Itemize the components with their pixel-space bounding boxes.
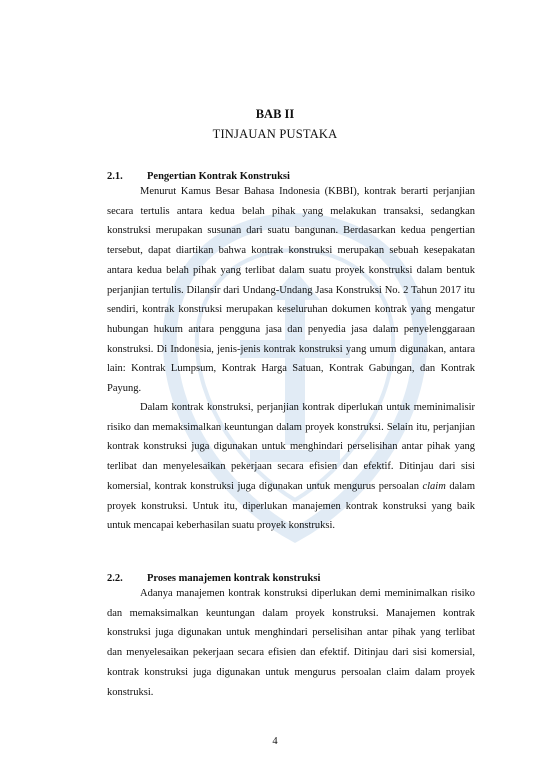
- page-number: 4: [272, 736, 278, 747]
- paragraph: Adanya manajemen kontrak konstruksi diperlukan demi meminimalkan risiko dan memaksimalkan keuntungan dalam proyek konstruksi. Manajemen kontrak konstruksi juga digunakan untuk menghindari perselisihan antar pihak yang terlibat dan menyelesaikan pekerjaan secara efisien dan efektif. Ditinjau dari sisi komersial, kontrak konstruksi juga digunakan untuk mengurus persoalan claim dalam proyek konstruksi.: [107, 588, 475, 698]
- section-title: Pengertian Kontrak Konstruksi: [147, 171, 290, 182]
- section-heading: [107, 573, 320, 584]
- section-heading: [107, 171, 290, 182]
- paragraph: [107, 398, 475, 536]
- section-number: 2.2.: [107, 573, 123, 584]
- section-title: Proses manajemen kontrak konstruksi: [147, 573, 321, 584]
- section-number: 2.1.: [107, 171, 123, 182]
- paragraph-text: dalam proyek konstruksi. Untuk itu, diperlukan manajemen kontrak konstruksi yang baik untuk mencapai keberhasilan suatu proyek konstruksi.: [107, 480, 475, 532]
- paragraph: Menurut Kamus Besar Bahasa Indonesia (KBBI), kontrak berarti perjanjian secara tertulis antara kedua belah pihak yang melakukan transaksi, sedangkan konstruksi merupakan susunan dari suatu bangunan. Berdasarkan kedua pengertian tersebut, dapat diartikan bahwa kontrak konstruksi merupakan sebuah kesepakatan antara kedua belah pihak yang terlibat dalam suatu proyek konstruksi dalam bentuk perjanjian tertulis. Dilansir dari Undang-Undang Jasa Konstruksi No. 2 Tahun 2017 itu sendiri, kontrak konstruksi merupakan keseluruhan dokumen kontrak yang mengatur hubungan hukum antara pengguna jasa dan penyedia jasa dalam penyelenggaraan konstruksi. Di Indonesia, jenis-jenis kontrak konstruksi yang umum digunakan, antara lain: Kontrak Lumpsum, Kontrak Harga Satuan, Kontrak Gabungan, dan Kontrak Payung.: [107, 186, 475, 395]
- paragraph-text: Dalam kontrak konstruksi, perjanjian kontrak diperlukan untuk meminimalisir risiko dan memaksimalkan keuntungan dalam proyek konstruksi. Selain itu, perjanjian kontrak konstruksi juga digunakan untuk menghindari perselisihan antar pihak yang terlibat dan menyelesaikan pekerjaan secara efisien dan efektif. Ditinjau dari sisi komersial, kontrak konstruksi juga digunakan untuk mengurus persoalan: [107, 402, 475, 492]
- chapter-title: TINJAUAN PUSTAKA: [212, 127, 338, 141]
- chapter-number: BAB II: [255, 107, 295, 121]
- italic-term: claim: [422, 480, 446, 492]
